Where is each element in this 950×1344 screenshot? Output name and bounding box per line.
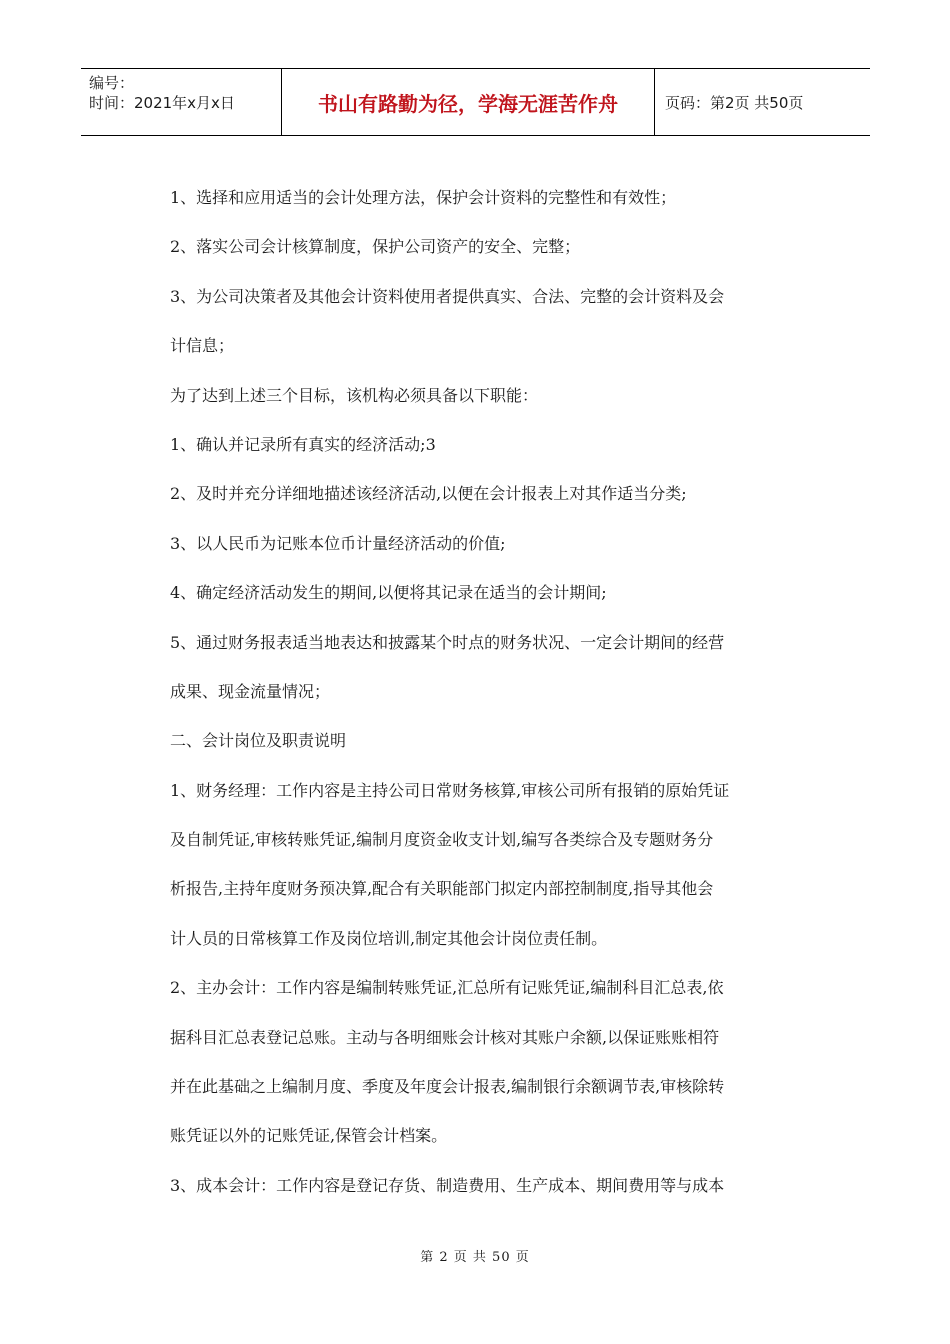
- footer-page-number: 第 2 页 共 50 页: [420, 1250, 530, 1265]
- document-number-label: 编号：: [89, 74, 135, 92]
- body-line: 3、以人民币为记账本位币计量经济活动的价值;: [170, 533, 506, 553]
- body-line: 计人员的日常核算工作及岗位培训,制定其他会计岗位责任制。: [170, 928, 608, 948]
- body-line: 3、为公司决策者及其他会计资料使用者提供真实、合法、完整的会计资料及会: [170, 286, 725, 306]
- body-line: 据科目汇总表登记总账。主动与各明细账会计核对其账户余额,以保证账账相符: [170, 1027, 720, 1047]
- body-line: 4、确定经济活动发生的期间,以便将其记录在适当的会计期间;: [170, 583, 607, 603]
- body-line: 账凭证以外的记账凭证,保管会计档案。: [170, 1126, 448, 1146]
- page-header: [81, 68, 870, 136]
- body-line: 3、成本会计：工作内容是登记存货、制造费用、生产成本、期间费用等与成本: [170, 1175, 725, 1195]
- section-heading: 二、会计岗位及职责说明: [170, 731, 347, 751]
- page-number-text: 页码：第2页 共50页: [665, 93, 804, 112]
- body-line: 并在此基础之上编制月度、季度及年度会计报表,编制银行余额调节表,审核除转: [170, 1077, 725, 1097]
- page-footer: [0, 1246, 950, 1265]
- body-line: 成果、现金流量情况；: [170, 681, 331, 701]
- body-line: 析报告,主持年度财务预决算,配合有关职能部门拟定内部控制制度,指导其他会: [170, 879, 714, 899]
- body-line: 2、及时并充分详细地描述该经济活动,以便在会计报表上对其作适当分类;: [170, 484, 687, 504]
- header-meta: [81, 69, 282, 135]
- body-line: 计信息；: [170, 336, 235, 356]
- document-time-label: 时间：2021年x月x日: [89, 94, 235, 112]
- body-line: 为了达到上述三个目标，该机构必须具备以下职能：: [170, 385, 539, 405]
- body-line: 1、确认并记录所有真实的经济活动;3: [170, 434, 436, 454]
- body-line: 2、主办会计：工作内容是编制转账凭证,汇总所有记账凭证,编制科目汇总表,依: [170, 978, 724, 998]
- body-line: 及自制凭证,审核转账凭证,编制月度资金收支计划,编写各类综合及专题财务分: [170, 830, 714, 850]
- document-body: [170, 178, 760, 1215]
- body-line: 5、通过财务报表适当地表达和披露某个时点的财务状况、一定会计期间的经营: [170, 632, 725, 652]
- body-line: 1、财务经理：工作内容是主持公司日常财务核算,审核公司所有报销的原始凭证: [170, 780, 730, 800]
- header-motto: [282, 69, 655, 135]
- body-line: 1、选择和应用适当的会计处理方法，保护会计资料的完整性和有效性；: [170, 188, 677, 207]
- body-line: 2、落实公司会计核算制度，保护公司资产的安全、完整；: [170, 237, 581, 257]
- motto-text: 书山有路勤为径，学海无涯苦作舟: [318, 91, 618, 116]
- header-page-number: [655, 69, 870, 135]
